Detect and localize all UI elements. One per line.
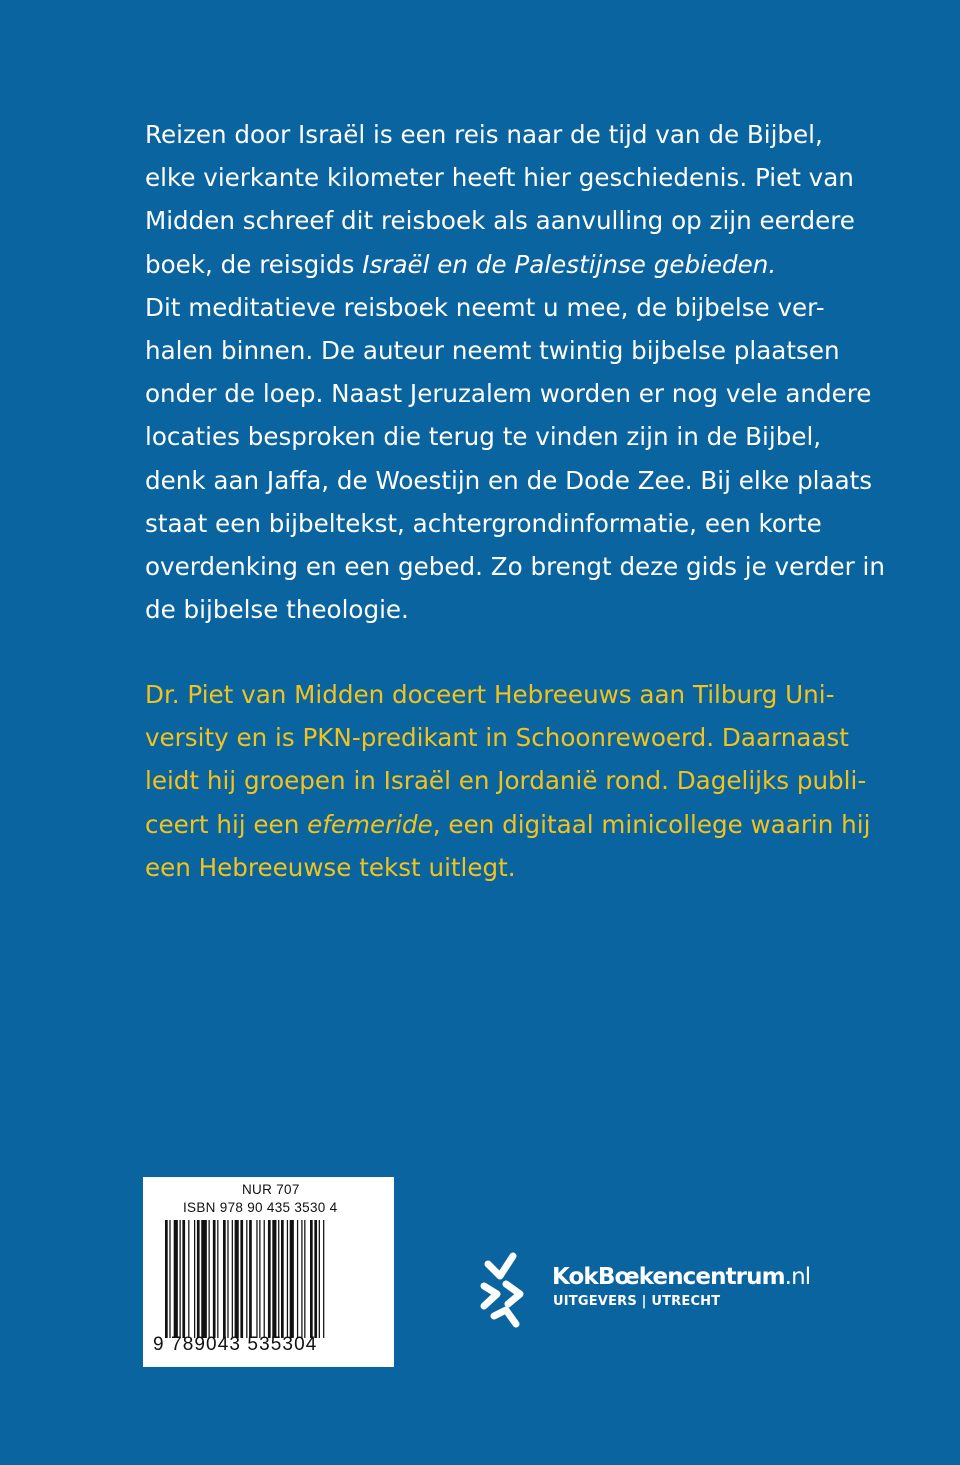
isbn-barcode-label [143, 1177, 394, 1367]
barcode-bar [304, 1220, 305, 1338]
barcode-bar [297, 1220, 298, 1338]
barcode-digits: 9 789043 535304 [153, 1334, 318, 1355]
barcode-bar [180, 1220, 181, 1338]
barcode-bar [174, 1220, 178, 1338]
description-line: Dit meditatieve reisboek neemt u mee, de bijbelse ver- [145, 292, 825, 322]
barcode-bar [323, 1220, 324, 1338]
efemeride-term: efemeride [307, 809, 433, 839]
book-description [145, 113, 885, 631]
publisher-name [552, 1264, 810, 1290]
barcode-bar [287, 1220, 288, 1338]
barcode-bar [223, 1220, 226, 1338]
description-line: overdenking en een gebed. Zo brengt deze gids je verder in [145, 552, 885, 582]
barcode-bar [227, 1220, 228, 1338]
nur-code: NUR 707 [242, 1182, 300, 1197]
barcode-bar [319, 1220, 320, 1338]
barcode-bar [264, 1220, 265, 1338]
description-paragraph [145, 113, 885, 631]
barcode-bar [278, 1220, 279, 1338]
barcode-bar [246, 1220, 247, 1338]
publisher-name-text: KokBœkencentrum [552, 1264, 785, 1290]
barcode-bar [213, 1220, 216, 1338]
bio-paragraph [145, 673, 871, 889]
description-line-text: boek, de reisgids [145, 249, 363, 279]
description-line: onder de loep. Naast Jeruzalem worden er nog vele andere [145, 379, 872, 409]
barcode-bar [310, 1220, 313, 1338]
kokboekencentrum-logo-icon [480, 1250, 532, 1330]
bio-line: versity en is PKN-predikant in Schoonrewoerd. Daarnaast [145, 723, 849, 753]
description-line: locaties besproken die terug te vinden zijn in de Bijbel, [145, 422, 822, 452]
bio-line-text: , een digitaal minicollege waarin hij [432, 809, 871, 839]
description-line: denk aan Jaffa, de Woestijn en de Dode Zee. Bij elke plaats [145, 465, 873, 495]
barcode-bar [249, 1220, 252, 1338]
barcode-bar [188, 1220, 189, 1338]
barcode-bar [201, 1220, 207, 1338]
publisher-logo [480, 1250, 860, 1330]
barcode-bar [217, 1220, 218, 1338]
author-bio [145, 673, 871, 889]
barcode-bar [281, 1220, 284, 1338]
barcode-bar [314, 1220, 317, 1338]
publisher-domain: .nl [784, 1264, 811, 1290]
barcode-bar [194, 1220, 195, 1338]
barcode-bars [165, 1220, 377, 1338]
barcode-bar [259, 1220, 260, 1338]
description-line [145, 243, 850, 286]
description-line: halen binnen. De auteur neemt twintig bijbelse plaatsen [145, 336, 840, 366]
barcode-bar [272, 1220, 276, 1338]
barcode-bar [209, 1220, 210, 1338]
barcode-bar [290, 1220, 294, 1338]
barcode-bar [256, 1220, 257, 1338]
bio-line: Dr. Piet van Midden doceert Hebreeuws aan Tilburg Uni- [145, 680, 835, 709]
description-line: Reizen door Israël is een reis naar de tijd van de Bijbel, [145, 120, 823, 149]
bio-line-text: ceert hij een [145, 809, 308, 839]
barcode-bar [301, 1220, 302, 1338]
isbn-number: ISBN 978 90 435 3530 4 [183, 1200, 338, 1215]
description-line: elke vierkante kilometer heeft hier geschiedenis. Piet van [145, 163, 854, 193]
barcode-bar [182, 1220, 185, 1338]
publisher-subtitle: UITGEVERS | UTRECHT [553, 1294, 721, 1309]
description-line: de bijbelse theologie. [145, 595, 409, 625]
barcode-bar [169, 1220, 170, 1338]
bio-line: leidt hij groepen in Israël en Jordanië rond. Dagelijks publi- [145, 766, 867, 796]
barcode-bar [268, 1220, 271, 1338]
guide-title: Israël en de Palestijnse gebieden. [362, 249, 777, 279]
barcode-bar [232, 1220, 233, 1338]
description-line: staat een bijbeltekst, achtergrondinformatie, een korte [145, 508, 822, 538]
barcode-bar [197, 1220, 200, 1338]
barcode-bar [165, 1220, 168, 1338]
bio-line: een Hebreeuwse tekst uitlegt. [145, 852, 516, 882]
bio-line [145, 803, 871, 846]
barcode-bar [240, 1220, 243, 1338]
barcode-bar [235, 1220, 239, 1338]
description-line: Midden schreef dit reisboek als aanvulling op zijn eerdere [145, 206, 855, 236]
